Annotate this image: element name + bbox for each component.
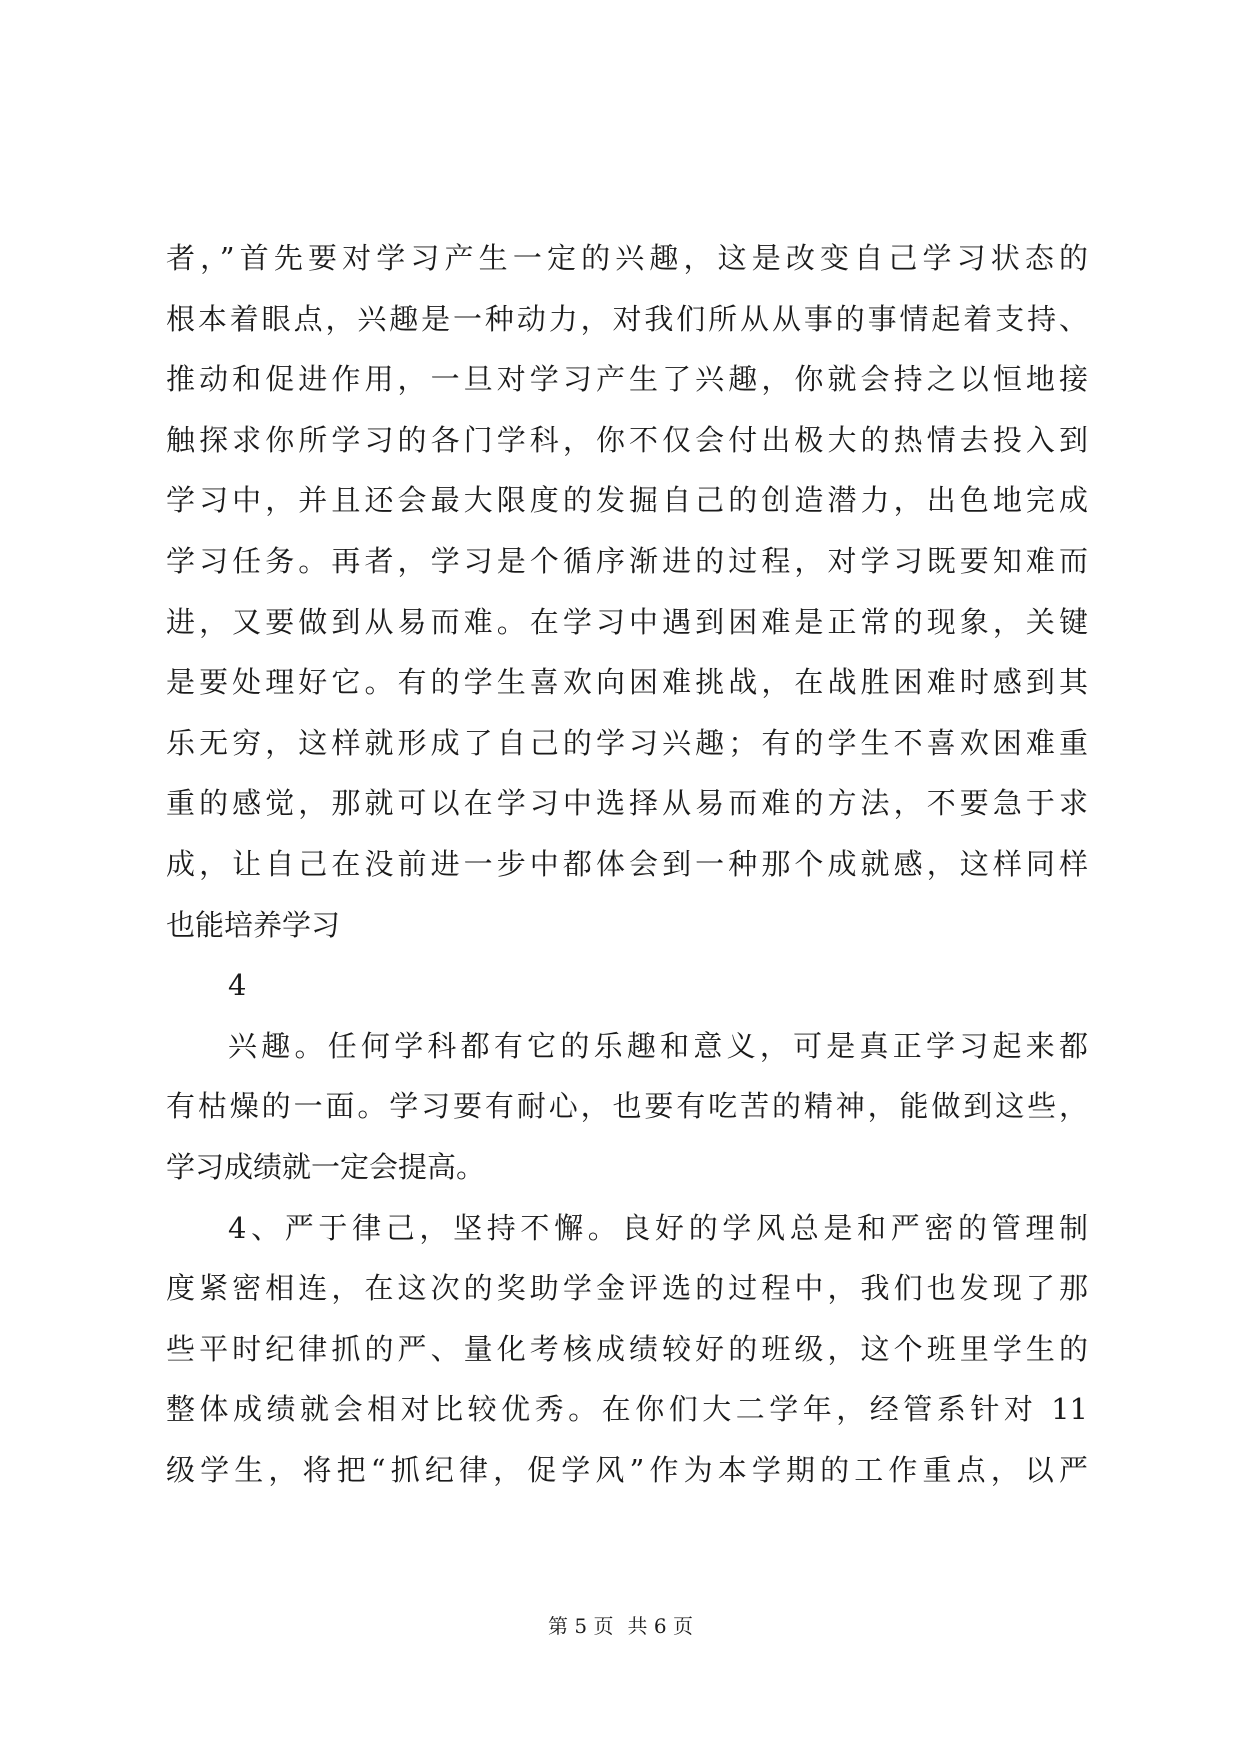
text-line: 4、严于律己，坚持不懈。良好的学风总是和严密的管理制 [228, 1210, 1088, 1245]
text-line: 触探求你所学习的各门学科，你不仅会付出极大的热情去投入到 [166, 422, 1088, 457]
text-line: 级学生，将把“抓纪律，促学风”作为本学期的工作重点，以严 [166, 1452, 1088, 1487]
text-line: 学习成绩就一定会提高。 [166, 1149, 486, 1184]
text-line: 有枯燥的一面。学习要有耐心，也要有吃苦的精神，能做到这些， [166, 1089, 1088, 1124]
page-footer [0, 1612, 1241, 1640]
text-line: 推动和促进作用，一旦对学习产生了兴趣，你就会持之以恒地接 [166, 362, 1088, 397]
text-line: 些平时纪律抓的严、量化考核成绩较好的班级，这个班里学生的 [166, 1331, 1088, 1366]
page-current-label: 第 5 页 [548, 1614, 614, 1638]
text-line: 学习中，并且还会最大限度的发掘自己的创造潜力，出色地完成 [166, 483, 1088, 518]
text-line: 根本着眼点，兴趣是一种动力，对我们所从从事的事情起着支持、 [166, 301, 1088, 336]
paragraph-2 [166, 1016, 1088, 1198]
text-line: 兴趣。任何学科都有它的乐趣和意义，可是真正学习起来都 [228, 1028, 1088, 1063]
paragraph-3 [166, 1198, 1088, 1501]
text-line: 学习任务。再者，学习是个循序渐进的过程，对学习既要知难而 [166, 543, 1088, 578]
page-total-label: 共 6 页 [627, 1614, 693, 1638]
document-body [166, 228, 1088, 1500]
text-line: 乐无穷，这样就形成了自己的学习兴趣；有的学生不喜欢困难重 [166, 725, 1088, 760]
text-line: 进，又要做到从易而难。在学习中遇到困难是正常的现象，关键 [166, 604, 1088, 639]
text-line: 是要处理好它。有的学生喜欢向困难挑战，在战胜困难时感到其 [166, 665, 1088, 700]
inline-page-number: 4 [228, 968, 247, 1003]
text-line: 也能培养学习 [166, 907, 341, 942]
text-line: 度紧密相连，在这次的奖助学金评选的过程中，我们也发现了那 [166, 1271, 1088, 1306]
text-line: 成，让自己在没前进一步中都体会到一种那个成就感，这样同样 [166, 846, 1088, 881]
paragraph-1 [166, 228, 1088, 955]
text-line: 重的感觉，那就可以在学习中选择从易而难的方法，不要急于求 [166, 786, 1088, 821]
text-line: 整体成绩就会相对比较优秀。在你们大二学年，经管系针对 11 [166, 1392, 1088, 1427]
text-line: 者，”首先要对学习产生一定的兴趣，这是改变自己学习状态的 [166, 241, 1088, 275]
